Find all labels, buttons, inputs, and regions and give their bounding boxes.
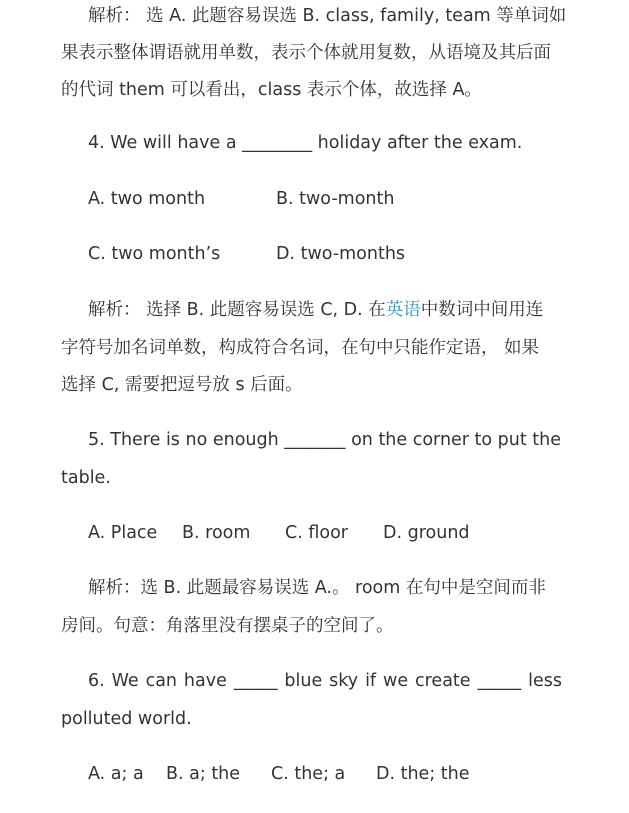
question-4-stem: 4. We will have a ________ holiday after the exam.	[88, 133, 523, 153]
analysis-2-line-2: 字符号加名词单数，构成符合名词，在句中只能作定语， 如果	[61, 338, 540, 358]
question-6-option-b: B. a; the	[166, 764, 241, 784]
analysis-1-line-3: 的代词 them 可以看出，class 表示个体，故选择 A。	[61, 80, 482, 100]
question-4-option-b: B. two-month	[276, 189, 395, 209]
question-4-option-a: A. two month	[88, 189, 206, 209]
question-5-option-b: B. room	[182, 523, 251, 543]
question-6-option-c: C. the; a	[271, 764, 346, 784]
question-6-stem-line-1: 6. We can have _____ blue sky if we create _____ less	[88, 671, 562, 691]
analysis-2-line-1	[88, 298, 543, 322]
question-4-option-d: D. two-months	[276, 244, 406, 264]
english-link[interactable]: 英语	[385, 300, 421, 320]
analysis-3-line-1: 解析：选 B. 此题最容易误选 A.。 room 在句中是空间而非	[88, 578, 546, 598]
question-4-option-c: C. two month’s	[88, 244, 221, 264]
analysis-2-text-before-link: 解析： 选择 B. 此题容易误选 C, D. 在	[88, 300, 386, 320]
question-6-stem-line-2: polluted world.	[61, 709, 192, 729]
question-5-stem-line-1: 5. There is no enough _______ on the corner to put the	[88, 430, 562, 450]
question-6-option-a: A. a; a	[88, 764, 144, 784]
analysis-2-text-after-link: 中数词中间用连	[420, 300, 544, 320]
question-5-option-a: A. Place	[88, 523, 158, 543]
question-6-option-d: D. the; the	[376, 764, 470, 784]
analysis-3-line-2: 房间。句意：角落里没有摆桌子的空间了。	[61, 616, 394, 636]
analysis-1-line-2: 果表示整体谓语就用单数，表示个体就用复数，从语境及其后面	[61, 43, 551, 63]
question-5-option-d: D. ground	[383, 523, 470, 543]
analysis-2-line-3: 选择 C, 需要把逗号放 s 后面。	[61, 375, 303, 395]
question-5-stem-line-2: table.	[61, 468, 111, 488]
question-5-option-c: C. floor	[285, 523, 348, 543]
analysis-1-line-1: 解析： 选 A. 此题容易误选 B. class, family, team 等单词如	[88, 6, 567, 26]
